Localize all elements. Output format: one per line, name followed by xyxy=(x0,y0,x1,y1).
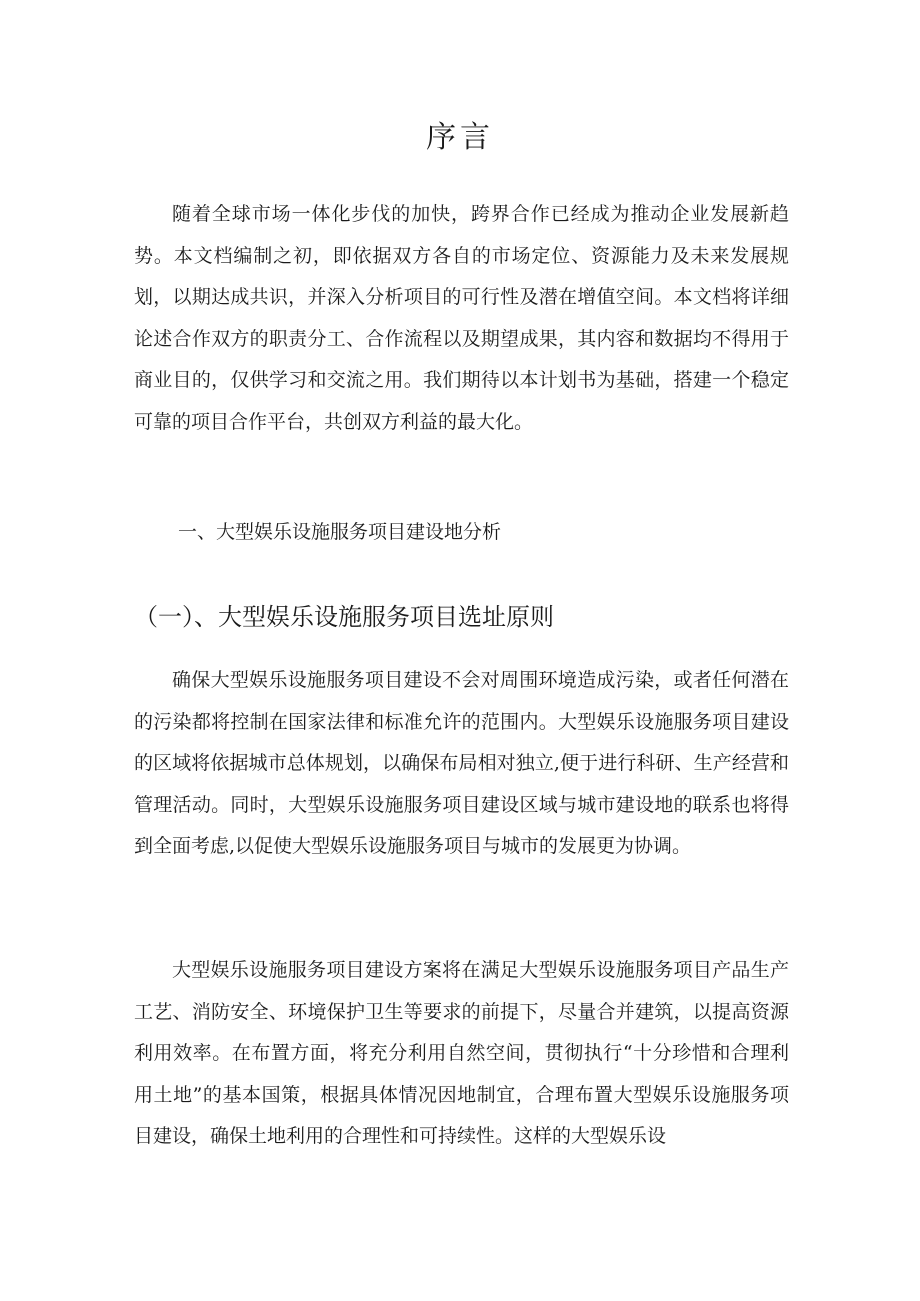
body-paragraph-2: 大型娱乐设施服务项目建设方案将在满足大型娱乐设施服务项目产品生产工艺、消防安全、环境保护卫生等要求的前提下，尽量合并建筑，以提高资源利用效率。在布置方面，将充分利用自然空间，贯彻执行“十分珍惜和合理利用土地”的基本国策，根据具体情况因地制宜，合理布置大型娱乐设施服务项目建设，确保土地利用的合理性和可持续性。这样的大型娱乐设 xyxy=(134,959,789,1147)
body-paragraph-1: 确保大型娱乐设施服务项目建设不会对周围环境造成污染，或者任何潜在的污染都将控制在国家法律和标准允许的范围内。大型娱乐设施服务项目建设的区域将依据城市总体规划，以确保布局相对独立,便于进行科研、生产经营和管理活动。同时，大型娱乐设施服务项目建设区域与城市建设地的联系也将得到全面考虑,以促使大型娱乐设施服务项目与城市的发展更为协调。 xyxy=(134,669,789,857)
page-title: 序言 xyxy=(426,120,494,155)
preface-paragraph: 随着全球市场一体化步伐的加快，跨界合作已经成为推动企业发展新趋势。本文档编制之初，即依据双方各自的市场定位、资源能力及未来发展规划，以期达成共识，并深入分析项目的可行性及潜在增值空间。本文档将详细论述合作双方的职责分工、合作流程以及期望成果，其内容和数据均不得用于商业目的，仅供学习和交流之用。我们期待以本计划书为基础，搭建一个稳定可靠的项目合作平台，共创双方利益的最大化。 xyxy=(134,203,789,433)
chapter-heading: 一、大型娱乐设施服务项目建设地分析 xyxy=(178,521,502,543)
section-heading: （一）、大型娱乐设施服务项目选址原则 xyxy=(134,603,554,631)
